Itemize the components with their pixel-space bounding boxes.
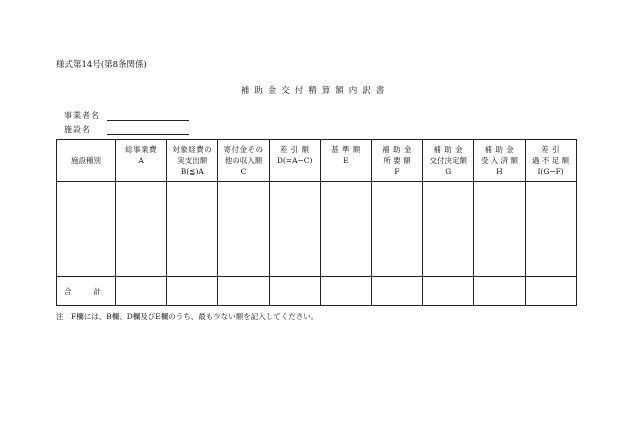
- total-cell[interactable]: [371, 277, 422, 306]
- column-header-line1: 差 引 額: [279, 145, 310, 154]
- operator-input-line[interactable]: [107, 111, 189, 121]
- table-cell[interactable]: [218, 182, 269, 277]
- column-header-e: [320, 140, 371, 182]
- footnote: 注 F欄には、B欄、D欄及びE欄のうち、最も少ない額を記入してください。: [56, 312, 319, 321]
- operator-field: [64, 110, 189, 121]
- column-header-line1: 補 助 金: [484, 145, 515, 154]
- column-header-h: [474, 140, 525, 182]
- column-header-line2: 過 不 足 額: [532, 156, 570, 165]
- column-header-i: [525, 140, 576, 182]
- facility-type-cell[interactable]: [57, 182, 116, 277]
- column-header-line1: 差 引: [541, 145, 561, 154]
- total-label: [57, 277, 116, 306]
- total-cell[interactable]: [320, 277, 371, 306]
- column-header-line1: 補 助 金: [382, 145, 412, 154]
- column-header-line3: B(≦)A: [180, 167, 204, 176]
- total-cell[interactable]: [269, 277, 320, 306]
- table-cell[interactable]: [116, 182, 167, 277]
- breakdown-table: [56, 139, 577, 306]
- column-header-line3: A: [138, 156, 144, 165]
- total-cell[interactable]: [474, 277, 525, 306]
- column-header-line3: I(G−F): [537, 167, 564, 176]
- operator-label: 事業者名: [64, 111, 100, 120]
- column-header-line1: 補 助 金: [433, 145, 464, 154]
- facility-type-header: 施設種別: [57, 140, 116, 182]
- total-row: [57, 277, 577, 306]
- column-header-a: [116, 140, 167, 182]
- column-header-b: [167, 140, 218, 182]
- column-header-line1: 対象経費の: [172, 145, 213, 154]
- total-label-right: 計: [93, 286, 101, 296]
- column-header-line2: 所 要 額: [383, 156, 411, 165]
- column-header-line2: 交付決定額: [429, 156, 467, 165]
- total-cell[interactable]: [525, 277, 576, 306]
- total-label-left: 合: [64, 286, 72, 296]
- table-cell[interactable]: [167, 182, 218, 277]
- column-header-line3: H: [496, 167, 503, 176]
- facility-field: [64, 124, 189, 135]
- facility-label: 施設名: [64, 125, 91, 134]
- table-cell[interactable]: [423, 182, 474, 277]
- total-cell[interactable]: [423, 277, 474, 306]
- column-header-d: [269, 140, 320, 182]
- column-header-line3: C: [240, 167, 247, 176]
- total-cell[interactable]: [167, 277, 218, 306]
- form-number: 様式第14号(第8条関係): [56, 60, 147, 70]
- total-cell[interactable]: [116, 277, 167, 306]
- column-header-line3: E: [343, 156, 349, 165]
- column-header-line2: 受 入 済 額: [480, 156, 518, 165]
- data-row: [57, 182, 577, 277]
- table-cell[interactable]: [525, 182, 576, 277]
- table-cell[interactable]: [269, 182, 320, 277]
- total-cell[interactable]: [218, 277, 269, 306]
- table-cell[interactable]: [320, 182, 371, 277]
- table-cell[interactable]: [371, 182, 422, 277]
- column-header-c: [218, 140, 269, 182]
- column-header-line2: 実支出額: [177, 156, 208, 165]
- column-header-line3: F: [394, 167, 400, 176]
- column-header-line3: D(=A−C): [276, 156, 313, 165]
- column-header-line1: 基 準 額: [330, 145, 361, 154]
- header-row: [57, 140, 577, 182]
- column-header-line3: G: [445, 167, 452, 176]
- column-header-line1: 寄付金その: [223, 145, 264, 154]
- table-cell[interactable]: [474, 182, 525, 277]
- document-title: 補助金交付精算額内訳書: [240, 86, 390, 96]
- facility-input-line[interactable]: [107, 125, 189, 135]
- column-header-line2: 他の収入額: [224, 156, 263, 165]
- column-header-f: [371, 140, 422, 182]
- column-header-g: [423, 140, 474, 182]
- column-header-line1: 総事業費: [125, 145, 158, 154]
